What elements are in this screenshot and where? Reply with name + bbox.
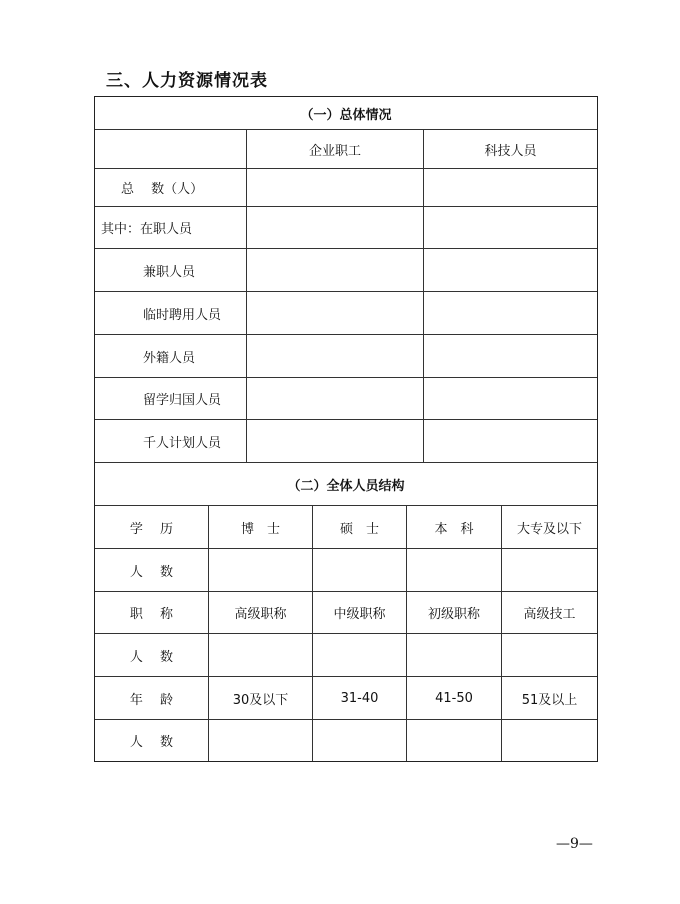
row-label: 学 历 [95,506,209,548]
table-row [95,592,597,634]
table-row [95,549,597,592]
row-label: 外籍人员 [95,335,247,377]
row-label: 兼职人员 [95,249,247,291]
page-number: —9— [556,836,593,852]
input-cell[interactable] [424,207,597,248]
input-cell[interactable] [502,720,597,761]
table-row [95,169,597,207]
table-cell: 初级职称 [407,592,502,633]
table-cell: 31-40 [313,677,407,719]
input-cell[interactable] [502,549,597,591]
input-cell[interactable] [502,634,597,676]
table-cell: 51及以上 [521,692,578,708]
input-cell[interactable] [247,169,424,206]
table-cell: 本 科 [407,506,502,548]
input-cell[interactable] [247,378,424,419]
table-cell: 博 士 [209,506,313,548]
row-label: 人 数 [95,720,209,761]
input-cell[interactable] [247,249,424,291]
table-cell: 高级职称 [209,592,313,633]
table-cell: 大专及以下 [516,521,582,537]
input-cell[interactable] [313,720,407,761]
input-cell[interactable] [209,720,313,761]
row-label: 千人计划人员 [95,420,247,462]
row-label: 年 龄 [95,677,209,719]
input-cell[interactable] [424,420,597,462]
input-cell[interactable] [407,720,502,761]
table-cell: 中级职称 [313,592,407,633]
section1-heading: （一）总体情况 [300,107,392,123]
table-cell: 30及以下 [209,677,313,719]
table-cell: 高级技工 [523,607,576,622]
table-row [95,249,597,292]
table-cell: 硕 士 [313,506,407,548]
section1-header-row [95,97,597,130]
section2-heading: （二）全体人员结构 [287,478,405,494]
input-cell[interactable] [407,634,502,676]
section1-column-row [95,130,597,169]
table-row [95,634,597,677]
input-cell[interactable] [247,335,424,377]
row-label: 临时聘用人员 [95,292,247,334]
input-cell[interactable] [209,634,313,676]
table-cell: 41-50 [407,677,502,719]
input-cell[interactable] [424,249,597,291]
input-cell[interactable] [247,420,424,462]
table-row [95,335,597,378]
input-cell[interactable] [424,378,597,419]
corner-cell [95,130,247,168]
table-row [95,677,597,720]
row-label: 人 数 [95,549,209,591]
table-row [95,207,597,249]
row-label: 职 称 [95,592,209,633]
row-label: 留学归国人员 [95,378,247,419]
input-cell[interactable] [424,292,597,334]
table-row [95,292,597,335]
input-cell[interactable] [313,549,407,591]
page-heading: 三、人力资源情况表 [106,71,268,91]
table-row [95,720,597,761]
input-cell[interactable] [247,207,424,248]
input-cell[interactable] [407,549,502,591]
table-row [95,378,597,420]
row-label: 总 数（人） [95,169,247,206]
input-cell[interactable] [424,169,597,206]
input-cell[interactable] [313,634,407,676]
column-header: 科技人员 [484,143,537,159]
hr-table [94,96,598,762]
column-header: 企业职工 [247,130,424,168]
table-row [95,506,597,549]
input-cell[interactable] [209,549,313,591]
section2-header-row [95,463,597,506]
row-label: 人 数 [95,634,209,676]
input-cell[interactable] [424,335,597,377]
input-cell[interactable] [247,292,424,334]
table-row [95,420,597,463]
row-label: 其中：在职人员 [95,207,247,248]
